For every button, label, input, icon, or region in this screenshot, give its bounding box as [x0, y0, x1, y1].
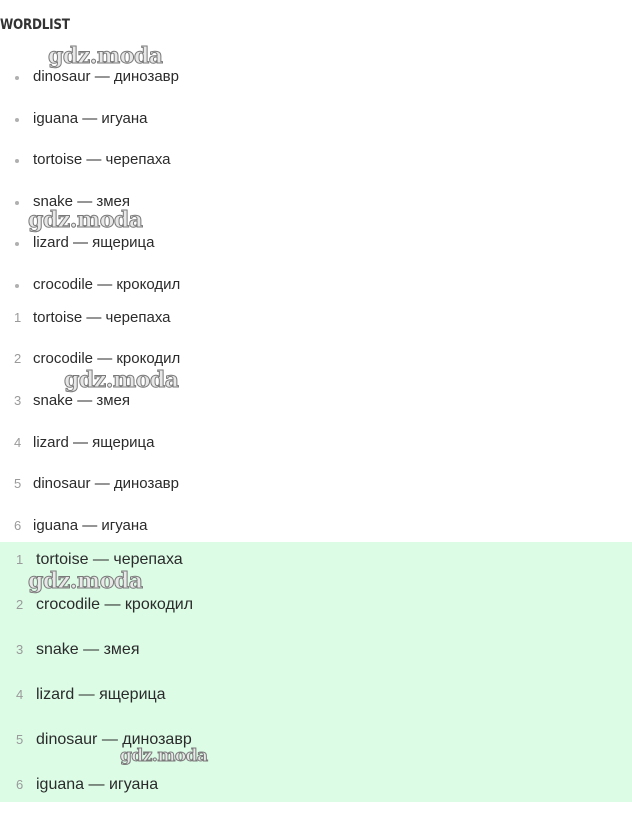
item-number: 4 [16, 687, 24, 702]
list-item-text: dinosaur — динозавр [33, 68, 179, 85]
list-item-text: dinosaur — динозавр [33, 475, 179, 492]
watermark: gdz.moda [48, 43, 163, 69]
wordlist-heading: WORDLIST [0, 17, 70, 33]
watermark: gdz.moda [120, 746, 208, 766]
list-item-text: crocodile — крокодил [33, 350, 181, 367]
list-item-text: snake — змея [36, 641, 140, 658]
item-number: 2 [16, 597, 24, 612]
bullet-icon [15, 201, 19, 205]
list-item-text: dinosaur — динозавр [36, 731, 192, 748]
list-item-text: iguana — игуана [36, 776, 159, 793]
item-number: 1 [14, 310, 22, 325]
item-number: 2 [14, 351, 22, 366]
bullet-icon [15, 242, 19, 246]
watermark: gdz.moda [28, 207, 143, 233]
list-item-text: iguana — игуана [33, 517, 148, 534]
list-item-text: snake — змея [33, 193, 131, 210]
list-item-text: iguana — игуана [33, 110, 148, 127]
item-number: 6 [14, 518, 22, 533]
list-item-text: lizard — ящерица [33, 434, 155, 451]
answer-highlight-box [0, 542, 632, 802]
watermark: gdz.moda [64, 367, 179, 393]
bullet-icon [15, 118, 19, 122]
bullet-icon [15, 284, 19, 288]
list-item-text: tortoise — черепаха [36, 551, 183, 568]
list-item-text: lizard — ящерица [33, 234, 155, 251]
watermark: gdz.moda [28, 568, 143, 594]
list-item-text: snake — змея [33, 392, 131, 409]
item-number: 1 [16, 552, 24, 567]
list-item-text: lizard — ящерица [36, 686, 166, 703]
list-item-text: tortoise — черепаха [33, 151, 171, 168]
item-number: 3 [16, 642, 24, 657]
list-item-text: crocodile — крокодил [33, 276, 181, 293]
list-item-text: crocodile — крокодил [36, 596, 194, 613]
item-number: 3 [14, 393, 22, 408]
item-number: 5 [14, 476, 22, 491]
item-number: 6 [16, 777, 24, 792]
bullet-icon [15, 76, 19, 80]
item-number: 4 [14, 435, 22, 450]
item-number: 5 [16, 732, 24, 747]
list-item-text: tortoise — черепаха [33, 309, 171, 326]
bullet-icon [15, 159, 19, 163]
